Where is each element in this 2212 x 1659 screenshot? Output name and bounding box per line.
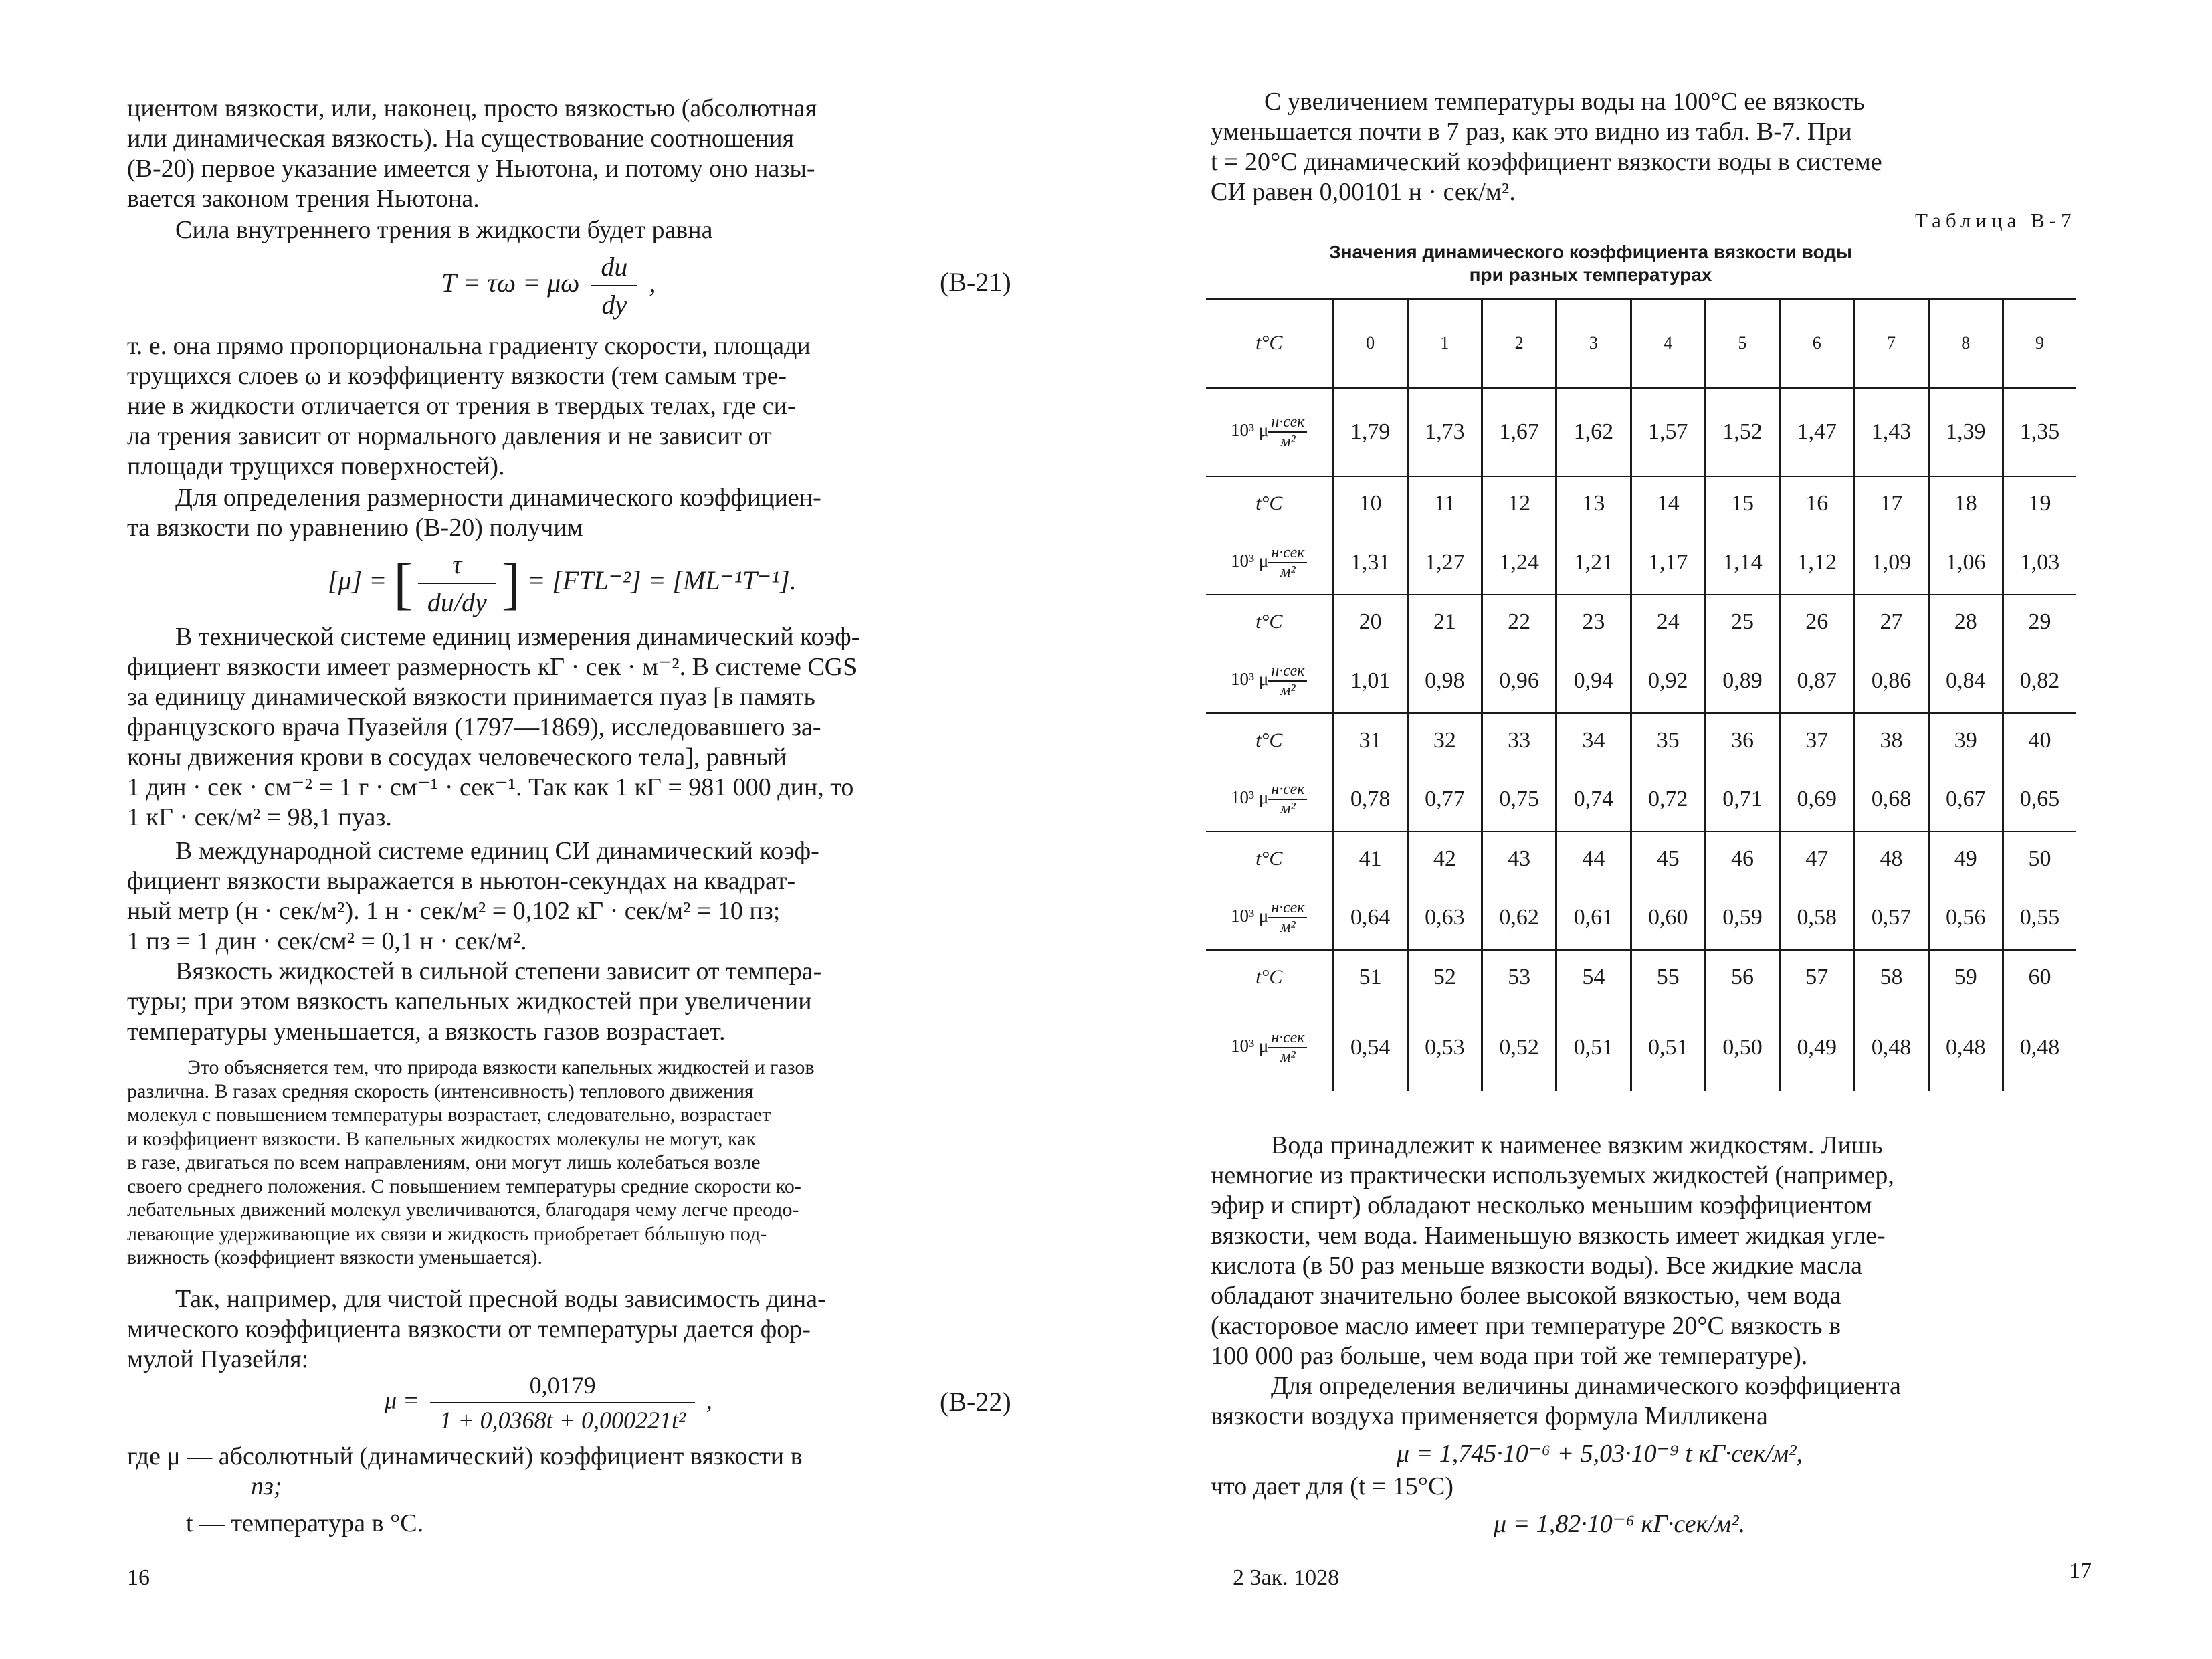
table-cell-temperature: 26: [1780, 595, 1854, 649]
table-cell-temperature: 56: [1705, 950, 1779, 1004]
table-cell-viscosity: 1,17: [1631, 530, 1705, 595]
table-row-viscosity: [1206, 530, 2076, 595]
table-cell-temperature: 37: [1780, 713, 1854, 767]
table-cell-temperature: 20: [1333, 595, 1407, 649]
fraction-tau: $\frac{\tau}{du/dy}$: [418, 549, 496, 618]
table-t-label: t°С: [1255, 848, 1283, 870]
table-cell-temperature: 59: [1928, 950, 2003, 1004]
table-cell-temperature: 21: [1407, 595, 1482, 649]
table-cell-temperature: 32: [1407, 713, 1482, 767]
table-mu-label: 10³ μ н·сек м²: [1206, 767, 1333, 832]
left-para-2: Сила внутреннего трения в жидкости будет равна: [175, 216, 713, 244]
table-cell-temperature: 27: [1854, 595, 1928, 649]
table-row-viscosity: [1206, 1004, 2076, 1091]
table-cell-viscosity: 0,56: [1928, 886, 2003, 950]
table-row-temperature: [1206, 950, 2076, 1004]
table-mu-label: 10³ μ н·сек м²: [1206, 530, 1333, 595]
right-page: [1106, 0, 2212, 1659]
table-cell-temperature: 41: [1333, 832, 1407, 886]
table-cell-temperature: 42: [1407, 832, 1482, 886]
table-cell-temperature: 10: [1333, 476, 1407, 530]
table-cell-viscosity: 1,73: [1407, 388, 1482, 477]
table-cell-temperature: 46: [1705, 832, 1779, 886]
table-row-viscosity: [1206, 767, 2076, 832]
table-cell-viscosity: 0,74: [1556, 767, 1631, 832]
table-cell-temperature: 55: [1631, 950, 1705, 1004]
table-row-temperature: [1206, 713, 2076, 767]
table-header-cell: 2: [1482, 299, 1556, 388]
table-cell-viscosity: 0,87: [1780, 649, 1854, 713]
table-cell-viscosity: 0,94: [1556, 649, 1631, 713]
table-mu-label: 10³ μ н·сек м²: [1206, 649, 1333, 713]
table-cell-temperature: 58: [1854, 950, 1928, 1004]
table-cell-viscosity: 1,09: [1854, 530, 1928, 595]
table-t-label: t°С: [1255, 611, 1283, 633]
table-header-cell: 6: [1780, 299, 1854, 388]
unit-fraction: н·сек м²: [1268, 781, 1307, 818]
table-row-viscosity: [1206, 886, 2076, 950]
table-cell-temperature: 36: [1705, 713, 1779, 767]
table-cell-temperature: 13: [1556, 476, 1631, 530]
table-cell-viscosity: 1,03: [2003, 530, 2076, 595]
table-cell-viscosity: 0,61: [1556, 886, 1631, 950]
table-body: [1206, 388, 2076, 1092]
equation-millikan: μ = 1,745·10⁻⁶ + 5,03·10⁻⁹ t кГ·сек/м²,: [1397, 1440, 1803, 1468]
table-cell-viscosity: 0,48: [1928, 1004, 2003, 1091]
table-cell-viscosity: 0,52: [1482, 1004, 1556, 1091]
right-para-4: что дает для (t = 15°С): [1211, 1472, 1454, 1500]
table-t-label: t°С: [1255, 966, 1283, 988]
table-cell-temperature: 33: [1482, 713, 1556, 767]
table-cell-viscosity: 1,14: [1705, 530, 1779, 595]
table-cell-viscosity: 0,92: [1631, 649, 1705, 713]
table-cell-viscosity: 0,62: [1482, 886, 1556, 950]
table-cell-temperature: 19: [2003, 476, 2076, 530]
table-header-cell: 1: [1407, 299, 1482, 388]
table-cell-viscosity: 0,57: [1854, 886, 1928, 950]
left-para-3: т. е. она прямо пропорциональна градиенту скорости, площади трущихся слоев ω и коэффициенту вязкости (тем самым тре- ние в жидкости отличается от трения в твердых телах, где си- ла трения зависит от нормального давления и не зависит от площади трущихся поверхностей).: [127, 332, 811, 480]
table-mu-label: 10³ μ н·сек м²: [1206, 886, 1333, 950]
table-cell-viscosity: 1,79: [1333, 388, 1407, 477]
table-cell-viscosity: 0,63: [1407, 886, 1482, 950]
table-cell-temperature: 51: [1333, 950, 1407, 1004]
unit-fraction: н·сек м²: [1268, 899, 1307, 937]
table-header-cell: 4: [1631, 299, 1705, 388]
equation-b22: μ = $\frac{0,0179}{\text{1 + 0,0368t + 0,000221t²}}$ ,: [385, 1372, 712, 1434]
table-cell-temperature: 38: [1854, 713, 1928, 767]
left-para-4: Для определения размерности динамического коэффициен- та вязкости по уравнению (В-20) получим: [127, 484, 821, 542]
table-cell-viscosity: 1,12: [1780, 530, 1854, 595]
table-cell-viscosity: 0,51: [1631, 1004, 1705, 1091]
table-cell-temperature: 44: [1556, 832, 1631, 886]
unit-fraction: н·сек м²: [1268, 413, 1307, 451]
table-cell-temperature: 43: [1482, 832, 1556, 886]
table-t-label: t°С: [1255, 492, 1283, 514]
table-cell-temperature: 23: [1556, 595, 1631, 649]
unit-fraction: н·сек м²: [1268, 544, 1307, 581]
table-cell-viscosity: 1,67: [1482, 388, 1556, 477]
left-para-5: В технической системе единиц измерения динамический коэф- фициент вязкости имеет размерность кГ · сек · м⁻². В системе CGS за единицу динамической вязкости принимается пуаз [в память французского врача Пуазейля (1797—1869), исследовавшего за- коны движения крови в сосудах человеческого тела], равный 1 дин · сек · см⁻² = 1 г · см⁻¹ · сек⁻¹. Так как 1 кГ = 981 000 дин, то 1 кГ · сек/м² = 98,1 пуаз.: [127, 623, 860, 832]
table-cell-temperature: 47: [1780, 832, 1854, 886]
table-cell-viscosity: 0,53: [1407, 1004, 1482, 1091]
table-cell-viscosity: 0,98: [1407, 649, 1482, 713]
table-cell-temperature: 31: [1333, 713, 1407, 767]
table-cell-viscosity: 0,51: [1556, 1004, 1631, 1091]
table-cell-viscosity: 0,49: [1780, 1004, 1854, 1091]
table-cell-viscosity: 1,24: [1482, 530, 1556, 595]
table-cell-temperature: 57: [1780, 950, 1854, 1004]
table-row-viscosity: [1206, 649, 2076, 713]
table-cell-viscosity: 0,77: [1407, 767, 1482, 832]
table-cell-temperature: 53: [1482, 950, 1556, 1004]
table-cell-viscosity: 0,59: [1705, 886, 1779, 950]
table-cell-viscosity: 0,78: [1333, 767, 1407, 832]
left-page-number: 16: [127, 1565, 150, 1590]
table-cell-temperature: 39: [1928, 713, 2003, 767]
table-cell-temperature: 35: [1631, 713, 1705, 767]
left-para-8: Так, например, для чистой пресной воды зависимость дина- мического коэффициента вязкости от температуры дается фор- мулой Пуазейля:: [127, 1285, 826, 1373]
table-cell-viscosity: 0,54: [1333, 1004, 1407, 1091]
table-header-cell: 9: [2003, 299, 2076, 388]
table-cell-viscosity: 0,55: [2003, 886, 2076, 950]
table-cell-temperature: 22: [1482, 595, 1556, 649]
table-cell-temperature: 48: [1854, 832, 1928, 886]
table-caption: Таблица В-7: [1915, 209, 2076, 232]
table-cell-viscosity: 1,47: [1780, 388, 1854, 477]
left-para-7: Вязкость жидкостей в сильной степени зависит от темпера- туры; при этом вязкость капельных жидкостей при увеличении температуры уменьшается, а вязкость газов возрастает.: [127, 957, 822, 1046]
equation-dimension: [μ] = [ $\frac{\tau}{du/dy}$ ] = [FTL⁻²] = [ML⁻¹T⁻¹].: [328, 549, 797, 617]
table-cell-temperature: 15: [1705, 476, 1779, 530]
table-header-t: t°С: [1206, 299, 1333, 388]
table-cell-temperature: 17: [1854, 476, 1928, 530]
table-cell-viscosity: 0,50: [1705, 1004, 1779, 1091]
fraction-du-dy: $\frac{du}{dy}$: [591, 251, 637, 320]
table-cell-viscosity: 0,65: [2003, 767, 2076, 832]
table-cell-viscosity: 0,69: [1780, 767, 1854, 832]
table-cell-viscosity: 0,71: [1705, 767, 1779, 832]
left-para-6: В международной системе единиц СИ динамический коэф- фициент вязкости выражается в ньютон-секундах на квадрат- ный метр (н · сек/м²). 1 н · сек/м² = 0,102 кГ · сек/м² = 10 пз; 1 пз = 1 дин · сек/см² = 0,1 н · сек/м².: [127, 837, 819, 955]
table-cell-viscosity: 0,48: [1854, 1004, 1928, 1091]
table-cell-temperature: 40: [2003, 713, 2076, 767]
table-cell-temperature: 24: [1631, 595, 1705, 649]
table-cell-viscosity: 0,64: [1333, 886, 1407, 950]
equation-b22-label: (В-22): [940, 1387, 1011, 1417]
table-cell-viscosity: 0,84: [1928, 649, 2003, 713]
table-cell-temperature: 54: [1556, 950, 1631, 1004]
table-header-cell: 3: [1556, 299, 1631, 388]
table-header-cell: 0: [1333, 299, 1407, 388]
table-cell-viscosity: 1,57: [1631, 388, 1705, 477]
table-cell-viscosity: 1,01: [1333, 649, 1407, 713]
table-cell-temperature: 18: [1928, 476, 2003, 530]
table-cell-viscosity: 0,60: [1631, 886, 1705, 950]
table-cell-viscosity: 0,67: [1928, 767, 2003, 832]
table-cell-temperature: 25: [1705, 595, 1779, 649]
table-row-viscosity: [1206, 388, 2076, 477]
table-cell-viscosity: 0,68: [1854, 767, 1928, 832]
left-footnote-block: Это объясняется тем, что природа вязкости капельных жидкостей и газов различна. В газах средняя скорость (интенсивность) теплового движения молекул с повышением температуры возрастает, следовательно, возрастает и коэффициент вязкости. В капельных жидкостях молекулы не могут, как в газе, двигаться по всем направлениям, они могут лишь колебаться возле своего среднего положения. С повышением температуры средние скорости ко- лебательных движений молекул увеличиваются, благодаря чему легче преодо- левающие удерживающие их связи и жидкость приобретает бóльшую под- вижность (коэффициент вязкости уменьшается).: [127, 1056, 815, 1268]
equation-b21: T = τω = μω $\frac{du}{dy}$ ,: [441, 252, 656, 320]
table-mu-label: 10³ μ н·сек м²: [1206, 1004, 1333, 1091]
left-where-t: t — температура в °С.: [186, 1509, 424, 1537]
table-row-temperature: [1206, 476, 2076, 530]
right-page-number: 17: [2069, 1559, 2092, 1583]
table-header-cell: 5: [1705, 299, 1779, 388]
table-title: Значения динамического коэффициента вязкости воды при разных температурах: [1329, 241, 1852, 285]
unit-fraction: н·сек м²: [1268, 1029, 1307, 1066]
table-cell-viscosity: 0,89: [1705, 649, 1779, 713]
table-cell-viscosity: 0,86: [1854, 649, 1928, 713]
left-where-mu-unit: пз;: [251, 1472, 282, 1500]
table-cell-viscosity: 1,06: [1928, 530, 2003, 595]
table-cell-viscosity: 0,58: [1780, 886, 1854, 950]
table-cell-temperature: 49: [1928, 832, 2003, 886]
left-para-1: циентом вязкости, или, наконец, просто вязкостью (абсолютная или динамическая вязкость). На существование соотношения (В-20) первое указание имеется у Ньютона, и потому оно назы- вается законом трения Ньютона.: [127, 94, 817, 213]
table-cell-temperature: 45: [1631, 832, 1705, 886]
table-cell-viscosity: 0,75: [1482, 767, 1556, 832]
table-cell-viscosity: 0,48: [2003, 1004, 2076, 1091]
right-para-1: С увеличением температуры воды на 100°С ее вязкость уменьшается почти в 7 раз, как это видно из табл. В-7. При t = 20°С динамический коэффициент вязкости воды в системе СИ равен 0,00101 н · сек/м².: [1211, 88, 1882, 206]
table-cell-temperature: 50: [2003, 832, 2076, 886]
table-header-cell: 8: [1928, 299, 2003, 388]
footer-order-number: 2 Зак. 1028: [1233, 1565, 1340, 1590]
equation-b21-label: (В-21): [940, 267, 1011, 297]
right-para-3: Для определения величины динамического коэффициента вязкости воздуха применяется формула Милликена: [1211, 1372, 1901, 1430]
table-cell-temperature: 60: [2003, 950, 2076, 1004]
table-t-label: t°С: [1255, 729, 1283, 751]
unit-fraction: н·сек м²: [1268, 662, 1307, 700]
fraction-poiseuille: $\frac{0,0179}{\text{1 + 0,0368t + 0,000221t²}}$: [430, 1371, 694, 1434]
table-cell-temperature: 34: [1556, 713, 1631, 767]
table-cell-temperature: 12: [1482, 476, 1556, 530]
table-cell-temperature: 11: [1407, 476, 1482, 530]
table-cell-viscosity: 0,72: [1631, 767, 1705, 832]
table-cell-viscosity: 0,96: [1482, 649, 1556, 713]
table-header-cell: 7: [1854, 299, 1928, 388]
table-cell-viscosity: 1,43: [1854, 388, 1928, 477]
table-row-temperature: [1206, 595, 2076, 649]
table-cell-viscosity: 1,35: [2003, 388, 2076, 477]
table-cell-viscosity: 1,52: [1705, 388, 1779, 477]
left-where-mu: где μ — абсолютный (динамический) коэффициент вязкости в: [127, 1442, 803, 1470]
table-cell-viscosity: 1,39: [1928, 388, 2003, 477]
table-cell-temperature: 16: [1780, 476, 1854, 530]
table-cell-temperature: 28: [1928, 595, 2003, 649]
viscosity-table: [1206, 298, 2076, 1091]
table-cell-viscosity: 1,62: [1556, 388, 1631, 477]
table-cell-viscosity: 1,31: [1333, 530, 1407, 595]
table-cell-temperature: 14: [1631, 476, 1705, 530]
table-cell-viscosity: 1,21: [1556, 530, 1631, 595]
table-cell-temperature: 29: [2003, 595, 2076, 649]
right-para-2: Вода принадлежит к наименее вязким жидкостям. Лишь немногие из практически используемых жидкостей (например, эфир и спирт) обладают несколько меньшим коэффициентом вязкости, чем вода. Наименьшую вязкость имеет жидкая угле- кислота (в 50 раз меньше вязкости воды). Все жидкие масла обладают значительно более высокой вязкостью, чем вода (касторовое масло имеет при температуре 20°С вязкость в 100 000 раз больше, чем вода при той же температуре).: [1211, 1131, 1894, 1370]
table-mu-label: 10³ μ н·сек м²: [1206, 388, 1333, 477]
table-cell-viscosity: 0,82: [2003, 649, 2076, 713]
table-row-temperature: [1206, 832, 2076, 886]
table-cell-viscosity: 1,27: [1407, 530, 1482, 595]
table-cell-temperature: 52: [1407, 950, 1482, 1004]
equation-result: μ = 1,82·10⁻⁶ кГ·сек/м².: [1494, 1510, 1746, 1538]
